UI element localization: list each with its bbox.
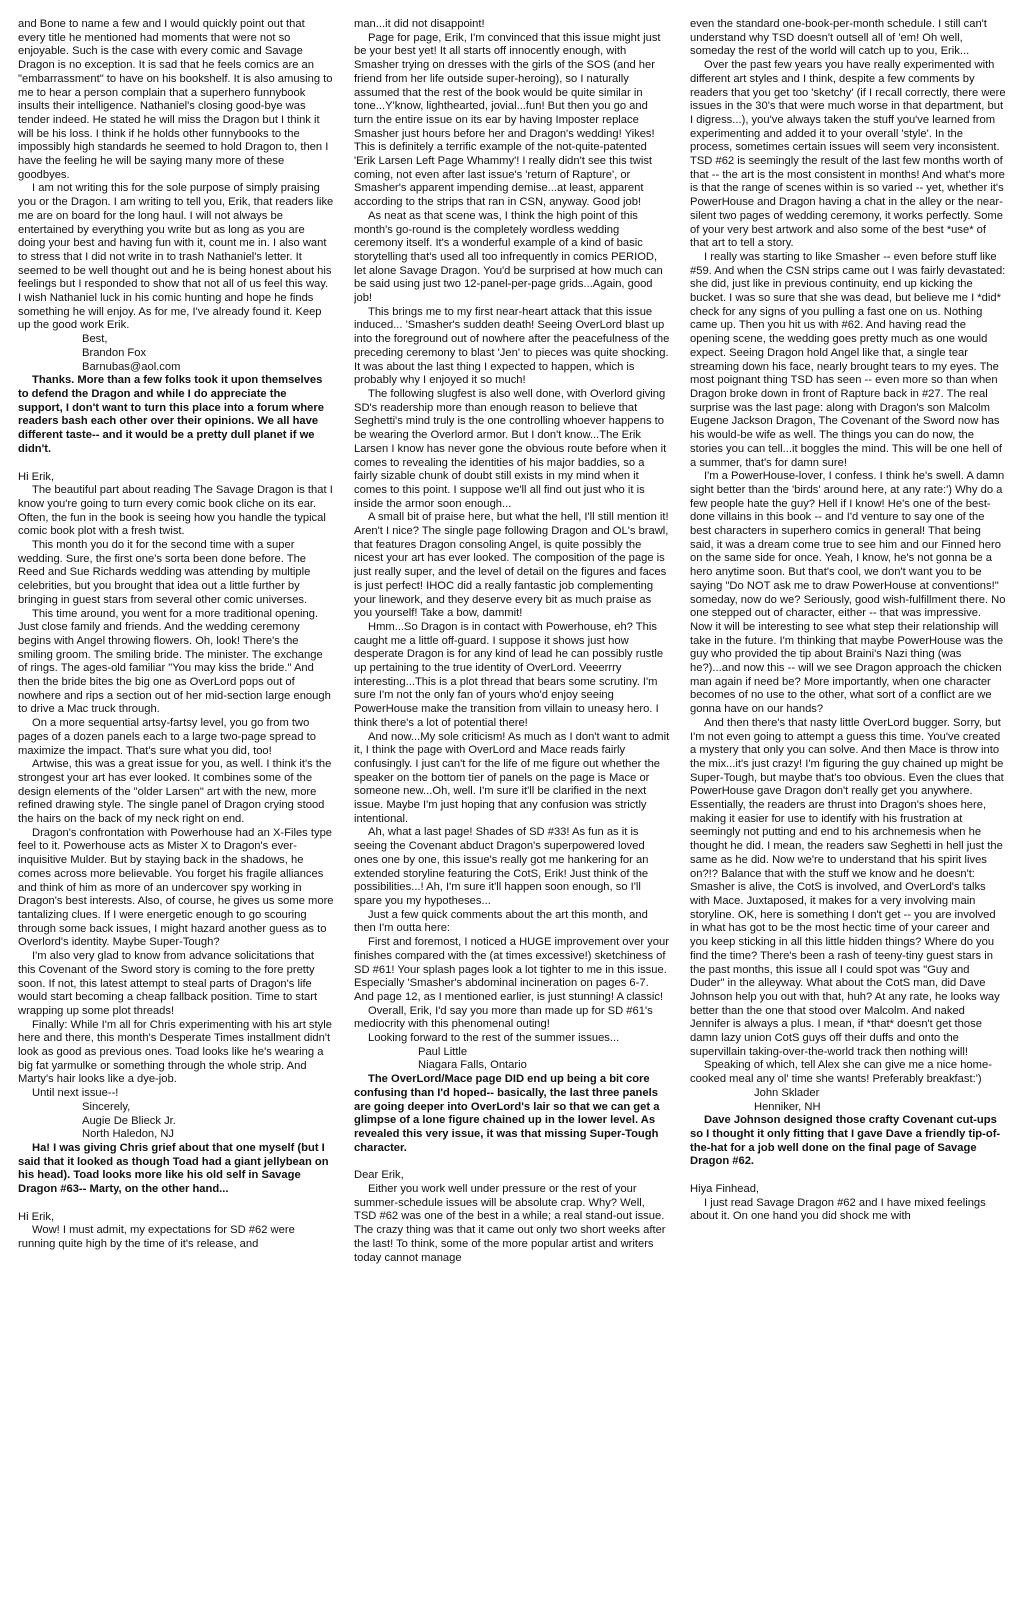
letter-paragraph: Hmm...So Dragon is in contact with Powerhouse, eh? This caught me a little off-guard. I suppose it shows just how desperate Dragon is for any kind of lead he can possibly rustle up pertaining to the true identity of OverLord. Veeerrry interesting...This is a plot thread that bears some scrutiny. I'm sure I'm not the only fan of yours who'd enjoy seeing PowerHouse make the transition from villain to uneasy hero. I think there's a lot of potential there!	[354, 620, 664, 729]
letter-signature	[18, 1101, 334, 1142]
letter-salutation: Hiya Finhead,	[690, 1183, 760, 1196]
letter-salutation: Hi Erik,	[18, 1210, 55, 1223]
letter-paragraph: Finally: While I'm all for Chris experimenting with his art style here and there, this month's Desperate Times installment didn't look as good as previous ones. Toad looks like he's wearing a big fat yarmulke or something through the whole strip. And Marty's hair looks like a dye-job.	[18, 1018, 332, 1086]
letter-signature	[18, 333, 334, 374]
signature-line: Augie De Blieck Jr.	[82, 1114, 176, 1127]
letter-paragraph: Page for page, Erik, I'm convinced that this issue might just be your best yet! It all starts off innocently enough, with Smasher trying on dresses with the girls of the SOS (and her friend from her life outside super-heroing), so I naturally assumed that the rest of the book would be quite similar in tone...Y'know, lighthearted, jovial...fun! But then you go and turn the entire issue on its ear by having Imposter replace Smasher just hours before her and Dragon's wedding! Yikes! This is definitely a terrific example of the not-quite-patented 'Erik Larsen Left Page Whammy'! I really didn't see this twist coming, not even after last issue's 'return of Rapture', or Smasher's apparent impending demise...at least, apparent according to the strips that ran in CSN, anyway. Good job!	[354, 31, 661, 209]
column-2	[354, 18, 670, 1598]
editor-response: The OverLord/Mace page DID end up being a bit core confusing than I'd hoped-- basically, the last three panels are going deeper into OverLord's lair so that we can get a glimpse of a lone figure chained up in the lower level. As revealed this very issue, it was that missing Super-Tough character.	[354, 1073, 660, 1154]
letter-paragraph: Ah, what a last page! Shades of SD #33! As fun as it is seeing the Covenant abduct Dragon's superpowered loved ones one by one, this issue's really got me hankering for an extended storyline featuring the CotS, Erik! Just think of the possibilities...! Ah, I'm sure it'll happen soon enough, so I'll spare you my hypotheses...	[354, 826, 649, 907]
letter-paragraph: As neat as that scene was, I think the high point of this month's go-round is the completely wordless wedding ceremony itself. It's a wonderful example of a kind of basic storytelling that's used all too infrequently in comics PERIOD, let alone Savage Dragon. You'd be surprised at how much can be said using just two 12-panel-per-page grids...Again, good job!	[354, 209, 663, 305]
letter-signature	[690, 1087, 1006, 1114]
letter-paragraph: Until next issue--!	[32, 1087, 119, 1100]
letter-paragraph: I'm a PowerHouse-lover, I confess. I think he's swell. A damn sight better than the 'birds' around here, at any rate:') Why do a few people hate the guy? Hell if I know! He's one of the best-done villains in this book -- and I'd venture to say one of the best characters in superhero comics in general! That being said, it was a dream come true to see him and our Finned hero on the same side for once. Yeah, I know, he's not gonna be a hero anytime soon. But that's cool, we don't want you to be saying "Do NOT ask me to draw PowerHouse at conventions!" someday, now do we? Seriously, good wish-fulfillment there. No one stepped out of character, either -- that was impressive. Now it will be interesting to see what step their relationship will take in the future. I'm thinking that maybe PowerHouse was the guy who provided the tip about Braini's Nazi thing (was he?)...and now this -- will we see Dragon approach the chicken man again if need be? More importantly, when one character becomes of no use to the other, what sort of a conflict are we gonna have on our hands?	[690, 470, 1006, 716]
letter-paragraph: man...it did not disappoint!	[354, 18, 485, 30]
letter-paragraph: On a more sequential artsy-fartsy level, you go from two pages of a dozen panels each to a large two-page spread to maximize the impact. That's sure what you did, too!	[18, 717, 316, 757]
signature-line: Barnubas@aol.com	[82, 360, 181, 373]
editor-response: Ha! I was giving Chris grief about that one myself (but I said that it looked as though Toad had a giant jellybean on his head). Toad looks more like his old self in Savage Dragon #63-- Marty, on the other hand...	[18, 1141, 329, 1196]
signature-line: Henniker, NH	[754, 1100, 821, 1113]
letter-paragraph: The beautiful part about reading The Savage Dragon is that I know you're going to turn every comic book cliche on its ear. Often, the fun in the book is seeing how you handle the typical comic book plot with a fresh twist.	[18, 484, 333, 538]
editor-response: Thanks. More than a few folks took it upon themselves to defend the Dragon and while I do appreciate the support, I don't want to turn this place into a forum where readers bash each other over their opinions. We all have different taste-- and it would be a pretty dull planet if we didn't.	[18, 374, 324, 455]
column-1	[18, 18, 334, 1598]
letter-paragraph: I'm also very glad to know from advance solicitations that this Covenant of the Sword story is coming to the fore pretty soon. If not, this latest attempt to steal parts of Dragon's life would start becoming a cheap fallback position. Time to start wrapping up some plot threads!	[18, 950, 318, 1017]
letter-paragraph: I just read Savage Dragon #62 and I have mixed feelings about it. On one hand you did shock me with	[690, 1196, 986, 1223]
letter-paragraph: Over the past few years you have really experimented with different art styles and I think, despite a few comments by readers that you get too 'sketchy' (if I recall correctly, there were issues in the 30's that were much worse in that department, but I digress...), you've always taken the stuff you've learned from experimenting and added it to your overall 'style'. In the process, sometimes certain issues will seem very inconsistent. TSD #62 is seemingly the result of the last few months worth of that -- the art is the most consistent in months! And what's more is that the range of scenes within is so varied -- yet, whether it's PowerHouse and Dragon having a chat in the alley or the near-silent two pages of wedding ceremony, it works perfectly. Some of your very best artwork and also some of the best *use* of that art to tell a story.	[690, 59, 1006, 250]
letter-paragraph: Dragon's confrontation with Powerhouse had an X-Files type feel to it. Powerhouse acts as Mister X to Dragon's ever-inquisitive Mulder. But by staying back in the shadows, he comes across more believable. You forget his fragile alliances and think of him as more of an undercover spy working in Dragon's best interests. Also, of course, he gives us some more tantalizing clues. If I were energetic enough to go scouring through some back issues, I might hazard another guess as to Overlord's identity. Maybe Super-Tough?	[18, 826, 334, 949]
signature-line: Sincerely,	[82, 1100, 131, 1113]
letter-paragraph: I am not writing this for the sole purpose of simply praising you or the Dragon. I am writing to tell you, Erik, that readers like me are on board for the long haul. I will not always be entertained by everything you write but as long as you are doing your best and having fun with it, count me in. I also want to stress that I did not write in to trash Nathaniel's letter. It seemed to be well thought out and he is being honest about his feelings but I responded to show that not all of us feel this way. I wish Nathaniel luck in his comic hunting and hope he finds something he will enjoy. As for me, I've already found it. Keep up the good work Erik.	[18, 182, 334, 332]
signature-line: Paul Little	[418, 1045, 468, 1058]
letter-salutation: Hi Erik,	[18, 470, 55, 483]
letter-paragraph: Artwise, this was a great issue for you, as well. I think it's the strongest your art has ever looked. It combines some of the design elements of the "older Larsen" art with the new, more refined drawing style. The single panel of Dragon crying stood the hairs on the back of my neck right on end.	[18, 758, 332, 826]
letter-paragraph: The following slugfest is also well done, with Overlord giving SD's readership more than enough reason to believe that Seghetti's mind truly is the one controlling whoever happens to be wearing the Overlord armor. But I don't know...The Erik Larsen I know has never gone the obvious route before when it comes to revealing the identities of his major baddies, so a fairly sizable chunk of doubt still exists in my mind when it comes to this point. I suppose we'll all find out just who it is inside the armor soon enough...	[354, 387, 667, 510]
letter-paragraph: A small bit of praise here, but what the hell, I'll still mention it! Aren't I nice? The single page following Dragon and OL's brawl, that features Dragon consoling Angel, is quite possibly the nicest your art has ever looked. The composition of the page is just really super, and the level of detail on the figures and faces is just perfect! IHOC did a really fantastic job complementing your linework, and they deserve every bit as much praise as you yourself! Take a bow, dammit!	[354, 511, 669, 620]
letter-paragraph: Just a few quick comments about the art this month, and then I'm outta here:	[354, 908, 648, 935]
letter-paragraph: This time around, you went for a more traditional opening. Just close family and friends. And the wedding ceremony begins with Angel throwing flowers. Oh, look! There's the smiling groom. The smiling bride. The minister. The exchange of rings. The ages-old familiar "You may kiss the bride." And then the bride bites the big one as OverLord pops out of nowhere and rips a section out of her mid-section large enough to drive a Mac truck through.	[18, 607, 331, 716]
signature-line: Best,	[82, 333, 108, 346]
signature-line: John Sklader	[754, 1086, 820, 1099]
letter-paragraph: This brings me to my first near-heart attack that this issue induced... 'Smasher's sudden death! Seeing OverLord blast up into the foreground out of nowhere after the peacefulness of the preceding ceremony to blast 'Jen' to pieces was quite shocking. It was about the last thing I expected to happen, which is probably why I enjoyed it so much!	[354, 305, 670, 387]
letter-paragraph: Wow! I must admit, my expectations for SD #62 were running quite high by the time of it's release, and	[18, 1224, 295, 1251]
editor-response: Dave Johnson designed those crafty Covenant cut-ups so I thought it only fitting that I gave Dave a friendly tip-of-the-hat for a job well done on the final page of Savage Dragon #62.	[690, 1114, 1001, 1168]
letter-paragraph: Looking forward to the rest of the summer issues...	[368, 1032, 620, 1045]
letter-paragraph: even the standard one-book-per-month schedule. I still can't understand why TSD doesn't outsell all of 'em! Oh well, someday the rest of the world will catch up to you, Erik...	[690, 18, 987, 58]
letter-paragraph: Either you work well under pressure or the rest of your summer-schedule issues will be absolute crap. Why? Well, TSD #62 was one of the best in a while; a real stand-out issue. The crazy thing was that it came out only two short weeks after the last! To think, some of the more popular artist and writers today cannot manage	[354, 1183, 666, 1264]
letter-salutation: Dear Erik,	[354, 1169, 404, 1182]
signature-line: North Haledon, NJ	[82, 1128, 175, 1141]
signature-line: Brandon Fox	[82, 346, 147, 359]
letter-paragraph: And now...My sole criticism! As much as I don't want to admit it, I think the page with OverLord and Mace reads fairly confusingly. I just can't for the life of me figure out whether the speaker on the bottom tier of panels on the page is Mace or someone new...Oh, well. I'm sure it'll be clarified in the next issue. Maybe I'm just hoping that any confusion was strictly intentional.	[354, 730, 670, 825]
letter-paragraph: First and foremost, I noticed a HUGE improvement over your finishes compared with the (at times excessive!) sketchiness of SD #61! Your splash pages look a lot tighter to me in this issue. Especially 'Smasher's abdominal incineration on pages 6-7. And page 12, as I mentioned earlier, is just stunning! A classic!	[354, 936, 669, 1003]
column-3	[690, 18, 1006, 1598]
letter-paragraph: And then there's that nasty little OverLord bugger. Sorry, but I'm not even going to attempt a guess this time. You've created a mystery that only you can solve. And then Mace is throw into the mix...it's just crazy! I'm figuring the guy chained up might be Super-Tough, but maybe that's too obvious. Even the clues that PowerHouse gave Dragon don't really get you anywhere. Essentially, the readers are thrust into Dragon's shoes here, making it easier for use to identify with his frustration at seemingly not putting and end to his archnemesis when he thought he did. I mean, the readers saw Seghetti in hell just the same as he did. Now we're to understand that his spirit lives on?!? Balance that with the stuff we know and he doesn't: Smasher is alive, the CotS is involved, and OverLord's talks with Mace. Juxtaposed, it makes for a very involving main storyline. OK, here is something I don't get -- you are involved in what has got to be the most hectic time of your career and you keep sticking in all this little hidden things? Where do you find the time? There's been a rash of teeny-tiny guest stars in the past months, this issue all I could spot was "Guy and Duder" in the alleyway. What about the CotS man, did Dave Johnson help you out with that, huh? At any rate, he looks way better than the one that stood over Malcolm. And naked Jennifer is always a plus. I mean, if *that* doesn't get those damn lazy union CotS guys off their duffs and onto the supervillain taking-over-the-world track then nothing will!	[690, 716, 1004, 1058]
letter-paragraph: I really was starting to like Smasher -- even before stuff like #59. And when the CSN strips came out I was fairly devastated: she did, just like in previous continuity, end up kicking the bucket. I was so sure that she was dead, but believe me I *did* check for any signs of you pulling a fast one on us. Nothing came up. Then you hit us with #62. And having read the opening scene, the wedding goes pretty much as one would expect. Seeing Dragon hold Angel like that, a single tear streaming down his face, nearly brought tears to my eyes. The most poignant thing TSD has seen -- even more so than when Dragon broke down in front of Rapture back in #27. The real surprise was the last page: along with Dragon's son Malcolm Eugene Jackson Dragon, The Covenant of the Sword now has his would-be wife as well. The things you can do now, the stories you can tell...it boggles the mind. This will be one hell of a summer, that's for damn sure!	[690, 250, 1006, 469]
letter-signature	[354, 1046, 670, 1073]
letter-paragraph: Overall, Erik, I'd say you more than made up for SD #61's mediocrity with this phenomenal outing!	[354, 1004, 653, 1031]
letter-paragraph: Speaking of which, tell Alex she can give me a nice home-cooked meal any ol' time she wants! Preferably breakfast:')	[690, 1059, 992, 1086]
letter-paragraph: and Bone to name a few and I would quickly point out that every title he mentioned had moments that were not so enjoyable. Such is the case with every comic and Savage Dragon is no exception. It is sad that he feels comics are an "embarrassment" to have on his bookshelf. It is also amusing to me to hear a person complain that a superhero funnybook insults their intelligence. Nathaniel's closing good-bye was tender indeed. He stated he will miss the Dragon but I think it will be his loss. I think if he holds other funnybooks to the impossibly high standards he seemed to hold Dragon to, then I have the feeling he will be saying many more of these goodbyes.	[18, 18, 333, 181]
signature-line: Niagara Falls, Ontario	[418, 1059, 527, 1072]
letter-paragraph: This month you do it for the second time with a super wedding. Sure, the first one's sorta been done before. The Reed and Sue Richards wedding was attending by multiple celebrities, but you brought that idea out a little further by bringing in guest stars from several other comic universes.	[18, 539, 311, 606]
